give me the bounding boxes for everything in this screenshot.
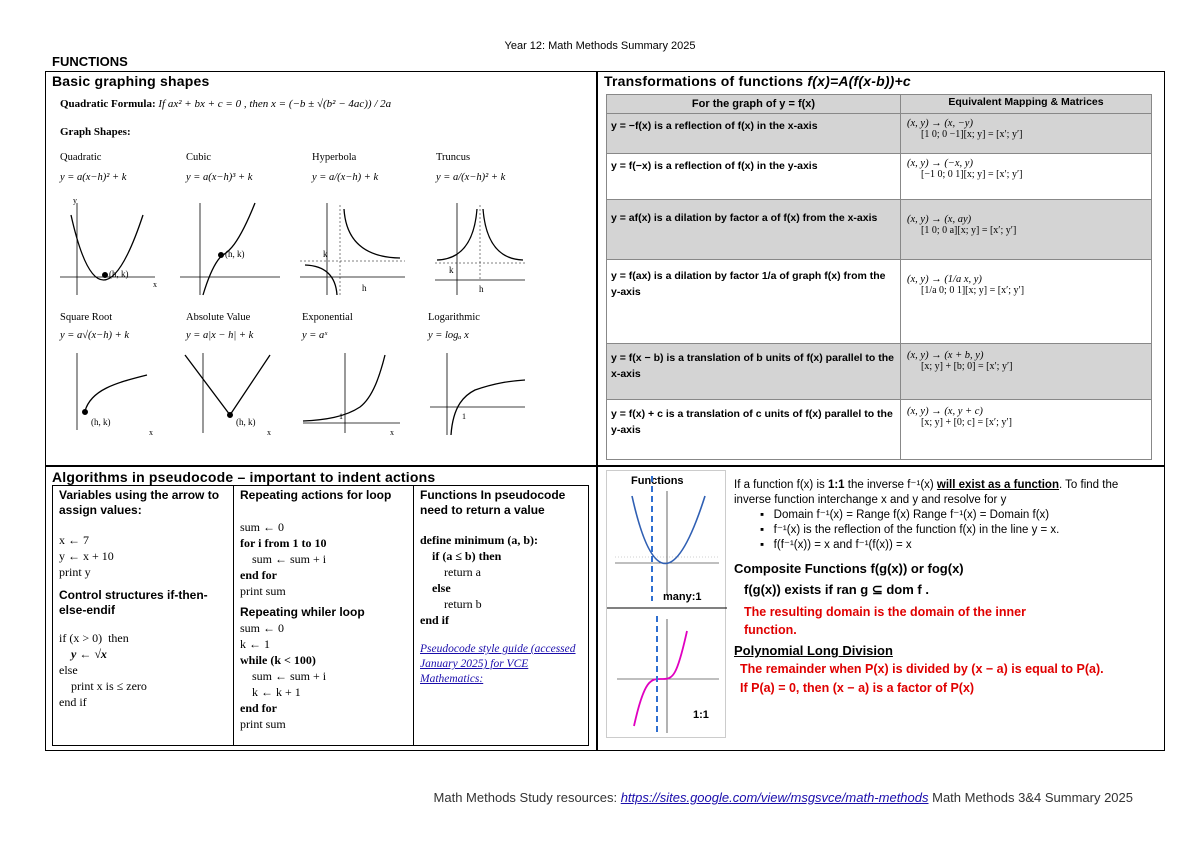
transform-map: [901, 400, 1151, 459]
composite-title: Composite Functions f(g(x)) or fog(x): [734, 561, 964, 576]
transform-matrix: [−1 0; 0 1][x; y] = [x′; y′]: [921, 169, 1023, 180]
abs-graph: [185, 353, 270, 433]
pseudocode-col-functions: [413, 486, 588, 745]
quadratic-graph: [60, 203, 155, 295]
transform-matrix: [x; y] + [0; c] = [x′; y′]: [921, 417, 1012, 428]
one-to-one-label: 1:1: [693, 709, 709, 721]
algorithms-title: Algorithms in pseudocode – important to indent actions: [52, 469, 436, 485]
for-loop-heading: Repeating actions for loop: [240, 488, 392, 502]
shape-name-cubic: Cubic: [186, 152, 212, 163]
footer-suffix: Math Methods 3&4 Summary 2025: [928, 790, 1133, 805]
transform-map: [901, 260, 1151, 343]
transform-row: [607, 259, 1151, 343]
code-line: end for: [240, 701, 277, 715]
footer-link[interactable]: https://sites.google.com/view/msgsvce/math-methods: [620, 790, 929, 805]
pseudocode-style-guide-link[interactable]: Pseudocode style guide (accessed January 2025) for VCE Mathematics:: [420, 643, 576, 685]
transform-row: [607, 113, 1151, 153]
transform-map: [901, 154, 1151, 199]
variables-heading: Variables using the arrow to assign values:: [59, 488, 220, 517]
transform-matrix: [1 0; 0 a][x; y] = [x′; y′]: [921, 225, 1017, 236]
transform-map: [901, 200, 1151, 259]
hyperbola-h-label: h: [362, 283, 367, 293]
transform-map-text: (x, y) → (x + b, y): [907, 350, 984, 361]
transform-map-text: (x, y) → (x, ay): [907, 214, 972, 225]
page-header: Year 12: Math Methods Summary 2025: [504, 40, 696, 52]
inverse-graph-panel: [606, 470, 726, 738]
transform-desc: y = af(x) is a dilation by factor a of f(x) from the x-axis: [607, 200, 901, 259]
shape-name-abs: Absolute Value: [186, 312, 251, 323]
pseudocode-col-variables: [53, 486, 233, 745]
transform-map: [901, 114, 1151, 153]
code-line: end if: [59, 695, 87, 709]
row-divider: [45, 465, 1165, 467]
transform-desc: y = f(−x) is a reflection of f(x) in the y-axis: [607, 154, 901, 199]
inverse-text: [734, 478, 1154, 696]
transform-desc: y = f(x) + c is a translation of c units of f(x) parallel to the y-axis: [607, 400, 901, 459]
main-title: FUNCTIONS: [52, 54, 128, 69]
shape-name-hyperbola: Hyperbola: [312, 152, 357, 163]
code-line: end for: [240, 568, 277, 582]
inverse-intro-c: the inverse f⁻¹(x): [844, 479, 937, 491]
code-line: print y: [59, 565, 91, 579]
code-line: return a: [420, 565, 481, 579]
while-loop-heading: Repeating whiler loop: [240, 605, 365, 619]
quadratic-formula-label: Quadratic Formula:: [60, 98, 156, 110]
poly-remainder: The remainder when P(x) is divided by (x − a) is equal to P(a).: [740, 662, 1104, 676]
graph-shapes-label: Graph Shapes:: [60, 126, 131, 138]
poly-title: Polynomial Long Division: [734, 643, 893, 658]
code-line: print x is ≤ zero: [59, 679, 147, 693]
transform-title-eq: f(x)=A(f(x-b))+c: [807, 73, 911, 89]
transform-map-text: (x, y) → (x, −y): [907, 118, 973, 129]
inverse-graph-title: Functions: [631, 475, 684, 487]
inverse-bullets: [734, 508, 1154, 553]
code-line: sum ← 0: [240, 520, 285, 534]
transform-desc: y = f(x − b) is a translation of b units of f(x) parallel to the x-axis: [607, 344, 901, 399]
code-line: print sum: [240, 717, 286, 731]
footer: [0, 790, 1133, 805]
shape-eq-sqrt: y = a√(x−h) + k: [60, 330, 129, 341]
quadratic-formula: [60, 98, 391, 110]
code-line: if (x > 0) then: [59, 631, 129, 645]
exp-one-label: 1: [339, 412, 343, 421]
footer-prefix: Math Methods Study resources:: [433, 790, 621, 805]
code-line: define minimum (a, b):: [420, 533, 538, 547]
code-line: while (k < 100): [240, 653, 316, 667]
inverse-intro: [734, 478, 1154, 508]
abs-x-label: x: [267, 428, 271, 437]
code-line: sum ← sum + i: [240, 552, 327, 566]
transform-matrix: [x; y] + [b; 0] = [x′; y′]: [921, 361, 1013, 372]
shape-eq-abs: y = a|x − h| + k: [186, 330, 254, 341]
transform-table-header: [607, 95, 1151, 113]
transform-map-text: (x, y) → (−x, y): [907, 158, 973, 169]
quadratic-y-label: y: [73, 196, 77, 205]
code-line: else: [59, 663, 78, 677]
quadratic-formula-text: If ax² + bx + c = 0 , then x = (−b ± √(b² − 4ac)) / 2a: [158, 98, 392, 110]
inverse-bullet-text: f(f⁻¹(x)) = x and f⁻¹(f(x)) = x: [773, 539, 912, 551]
code-line: print sum: [240, 584, 286, 598]
code-line: else: [420, 581, 451, 595]
code-line: sum ← 0: [240, 621, 285, 635]
composite-rule: f(g(x)) exists if ran g ⊆ dom f .: [744, 582, 929, 597]
inverse-bullet: ▪ f(f⁻¹(x)) = x and f⁻¹(f(x)) = x: [760, 539, 912, 551]
transform-desc: y = −f(x) is a reflection of f(x) in the x-axis: [607, 114, 901, 153]
transform-matrix: [1 0; 0 −1][x; y] = [x′; y′]: [921, 129, 1023, 140]
transform-desc: y = f(ax) is a dilation by factor 1/a of graph f(x) from the y-axis: [607, 260, 901, 343]
shape-eq-hyperbola: y = a/(x−h) + k: [312, 172, 379, 183]
log-graph: [430, 353, 525, 435]
shape-eq-cubic: y = a(x−h)³ + k: [186, 172, 253, 183]
abs-point-label: (h, k): [236, 417, 256, 427]
transform-map-text: (x, y) → (x, y + c): [907, 406, 983, 417]
shape-name-exp: Exponential: [302, 312, 353, 323]
sqrt-point-label: (h, k): [91, 417, 111, 427]
code-line: y ← √x: [59, 647, 107, 661]
shape-name-log: Logarithmic: [428, 312, 480, 323]
pseudocode-box: [52, 485, 589, 746]
functions-heading: Functions In pseudocode need to return a value: [420, 488, 566, 517]
transform-row: [607, 399, 1151, 459]
hyperbola-k-label: k: [323, 249, 328, 259]
many-to-one-graph: [615, 476, 719, 601]
transform-table: [606, 94, 1152, 460]
transform-row: [607, 153, 1151, 199]
code-line: sum ← sum + i: [240, 669, 327, 683]
shape-name-truncus: Truncus: [436, 152, 471, 163]
inverse-graphs: [607, 471, 727, 739]
composite-note: The resulting domain is the domain of the inner function.: [744, 605, 1026, 637]
control-heading: Control structures if-then-else-endif: [59, 588, 208, 617]
inverse-intro-a: If a function f(x) is: [734, 479, 828, 491]
transform-title: [604, 73, 911, 89]
code-line: x ← 7: [59, 533, 89, 547]
code-line: y ← x + 10: [59, 549, 114, 563]
code-line: for i from 1 to 10: [240, 536, 327, 550]
inverse-intro-e: . To find the inverse function interchange x and y and resolve for y: [734, 479, 1119, 506]
code-line: end if: [420, 613, 450, 627]
inverse-bullet: ▪ f⁻¹(x) is the reflection of the function f(x) in the line y = x.: [760, 524, 1060, 536]
inverse-bullet-text: f⁻¹(x) is the reflection of the function f(x) in the line y = x.: [773, 524, 1060, 536]
code-line: k ← k + 1: [240, 685, 301, 699]
column-divider: [596, 71, 598, 751]
quadratic-x-label: x: [153, 280, 157, 289]
quadratic-point-label: (h, k): [109, 269, 129, 279]
pseudocode-col-loops: [233, 486, 413, 745]
hyperbola-graph: [300, 203, 405, 295]
transform-title-text: Transformations of functions: [604, 73, 808, 89]
many-to-one-label: many:1: [663, 591, 702, 603]
transform-row: [607, 199, 1151, 259]
shape-eq-exp: y = aˣ: [302, 330, 328, 341]
shape-eq-quadratic: y = a(x−h)² + k: [60, 172, 127, 183]
inverse-bullet: ▪ Domain f⁻¹(x) = Range f(x) Range f⁻¹(x) = Domain f(x): [760, 509, 1050, 521]
graphs-row-1: [55, 195, 595, 305]
sqrt-graph: [77, 353, 147, 430]
transform-row: [607, 343, 1151, 399]
shape-name-sqrt: Square Root: [60, 312, 113, 323]
exp-x-label: x: [390, 428, 394, 437]
truncus-graph: [435, 203, 525, 295]
truncus-k-label: k: [449, 265, 454, 275]
transform-col1-header: For the graph of y = f(x): [607, 95, 901, 113]
transform-col2-header: Equivalent Mapping & Matrices: [948, 96, 1104, 108]
exp-graph: [303, 353, 400, 433]
inverse-bullet-text: Domain f⁻¹(x) = Range f(x) Range f⁻¹(x) = Domain f(x): [773, 509, 1050, 521]
inverse-intro-b: 1:1: [827, 479, 845, 491]
sqrt-x-label: x: [149, 428, 153, 437]
truncus-h-label: h: [479, 284, 484, 294]
poly-factor: If P(a) = 0, then (x − a) is a factor of P(x): [740, 681, 975, 695]
code-line: k ← 1: [240, 637, 270, 651]
shape-eq-log: y = logₐ x: [428, 330, 469, 341]
transform-matrix: [1/a 0; 0 1][x; y] = [x′; y′]: [921, 285, 1025, 296]
transform-map: [901, 344, 1151, 399]
inverse-intro-d: will exist as a function: [936, 479, 1059, 491]
code-line: return b: [420, 597, 482, 611]
code-line: if (a ≤ b) then: [420, 549, 502, 563]
log-one-label: 1: [462, 412, 466, 421]
shape-eq-truncus: y = a/(x−h)² + k: [436, 172, 506, 183]
shape-name-quadratic: Quadratic: [60, 152, 102, 163]
cubic-point-label: (h, k): [225, 249, 245, 259]
transform-map-text: (x, y) → (1/a x, y): [907, 274, 982, 285]
graphs-row-2: [55, 345, 595, 445]
graphing-title: Basic graphing shapes: [52, 73, 210, 89]
